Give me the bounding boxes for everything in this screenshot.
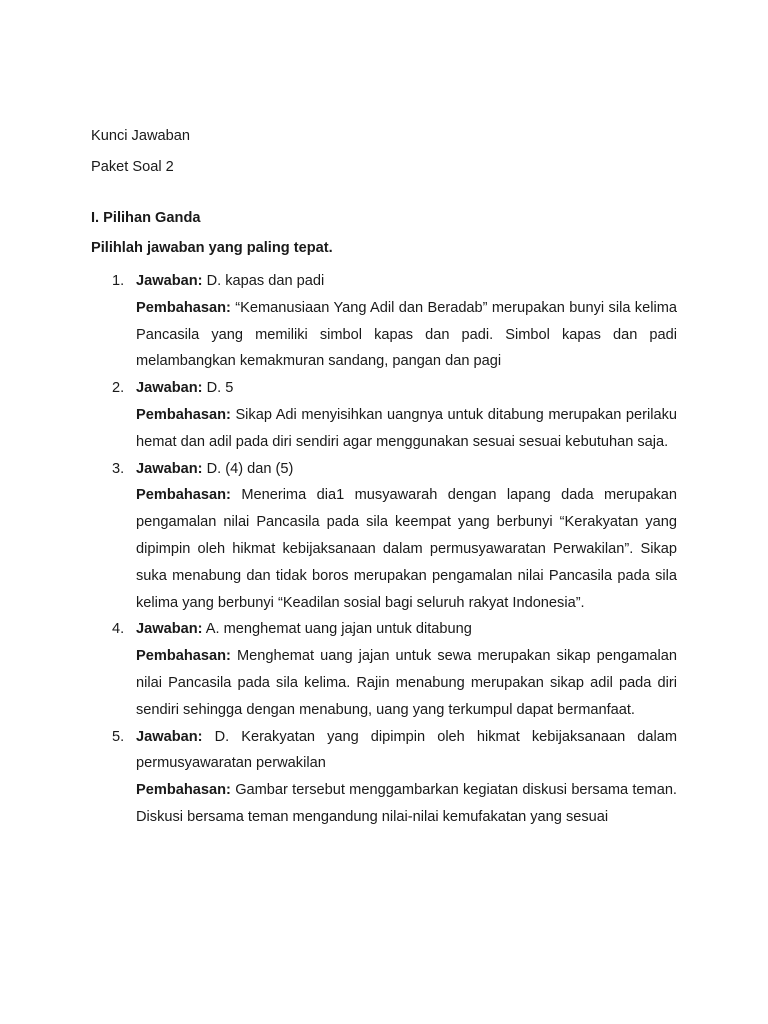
answer-list [91, 268, 677, 831]
answer-text: D. 5 [206, 380, 234, 397]
discussion-text: Menerima dia1 musyawarah dengan lapang dada merupakan pengamalan nilai Pancasila pada sila keempat yang berbunyi “Kerakyatan yang dipimpin oleh hikmat kebijaksanaan dalam permusyawaratan Perwakilan”. Sikap suka menabung dan tidak boros merupakan pengamalan nilai Pancasila pada sila kelima yang berbunyi “Keadilan sosial bagi seluruh rakyat Indonesia”. [136, 487, 678, 611]
answer-line [136, 375, 677, 402]
answer-line [136, 724, 677, 778]
discussion-label: Pembahasan: [136, 648, 231, 665]
answer-text: D. kapas dan padi [206, 273, 325, 289]
discussion-label: Pembahasan: [136, 299, 231, 316]
answer-label: Jawaban: [136, 273, 203, 289]
discussion-text: “Kemanusiaan Yang Adil dan Beradab” merupakan bunyi sila kelima Pancasila yang memiliki simbol kapas dan padi. Simbol kapas dan padi melambangkan kemakmuran sandang, pangan dan pagi [136, 299, 677, 370]
answer-line [136, 456, 677, 483]
item-number: 4. [112, 621, 125, 638]
answer-label: Jawaban: [136, 621, 203, 638]
answer-item-5 [91, 724, 677, 831]
document-title: Kunci Jawaban [91, 128, 190, 144]
item-number: 5. [112, 728, 125, 745]
answer-line [136, 268, 677, 295]
answer-label: Jawaban: [136, 728, 203, 745]
section-instruction: Pilihlah jawaban yang paling tepat. [91, 240, 333, 256]
discussion-text: Gambar tersebut menggambarkan kegiatan diskusi bersama teman. Diskusi bersama teman mengandung nilai-nilai kemufakatan yang sesuai [136, 782, 677, 825]
discussion-label: Pembahasan: [136, 406, 231, 423]
answer-text: D. Kerakyatan yang dipimpin oleh hikmat kebijaksanaan dalam permusyawaratan perwakilan [136, 728, 677, 772]
document-page [91, 126, 677, 831]
answer-text: D. (4) dan (5) [206, 460, 294, 477]
section-heading: I. Pilihan Ganda [91, 210, 201, 226]
answer-label: Jawaban: [136, 460, 203, 477]
answer-text: A. menghemat uang jajan untuk ditabung [205, 621, 472, 638]
answer-item-3 [91, 456, 677, 617]
discussion-paragraph [136, 643, 677, 723]
discussion-paragraph [136, 482, 677, 616]
discussion-paragraph [136, 402, 677, 456]
discussion-text: Menghemat uang jajan untuk sewa merupakan sikap pengamalan nilai Pancasila pada sila kelima. Rajin menabung merupakan sikap adil pada diri sendiri sehingga dengan menabung, uang yang terkumpul dapat bermanfaat. [136, 648, 677, 718]
item-number: 1. [112, 273, 125, 289]
discussion-label: Pembahasan: [136, 487, 231, 504]
answer-label: Jawaban: [136, 380, 203, 397]
item-number: 2. [112, 380, 125, 397]
discussion-text: Sikap Adi menyisihkan uangnya untuk ditabung merupakan perilaku hemat dan adil pada diri sendiri agar menggunakan sesuai sesuai kebutuhan saja. [136, 406, 677, 450]
answer-item-1 [91, 268, 677, 375]
item-number: 3. [112, 460, 125, 477]
answer-item-4 [91, 616, 677, 723]
discussion-paragraph [136, 777, 677, 831]
answer-line [136, 616, 677, 643]
answer-item-2 [91, 375, 677, 455]
discussion-label: Pembahasan: [136, 782, 231, 799]
discussion-paragraph [136, 295, 677, 375]
document-subtitle: Paket Soal 2 [91, 159, 174, 175]
